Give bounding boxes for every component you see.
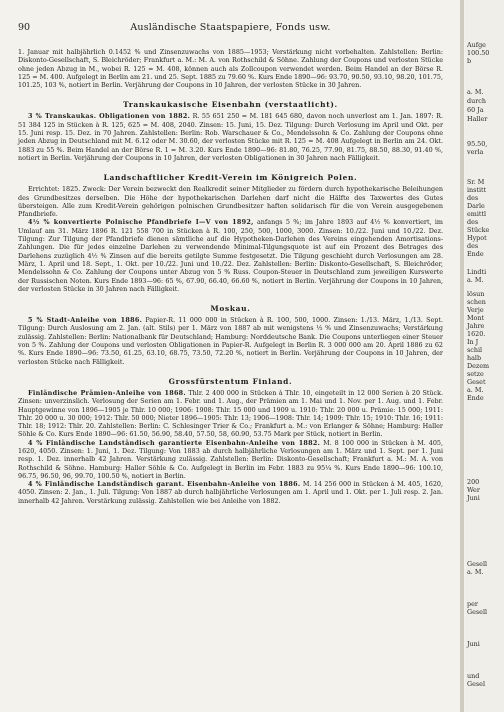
book-gutter bbox=[460, 0, 464, 712]
margin-fragment: des bbox=[467, 194, 479, 202]
bond-heading: 4 % Finländische Landständisch garantierte Eisenbahn-Anleihe von 1882. bbox=[28, 438, 321, 447]
margin-fragment: Ende bbox=[467, 394, 484, 402]
page-number: 90 bbox=[18, 22, 31, 33]
margin-fragment: institt bbox=[467, 186, 487, 194]
body-paragraph bbox=[18, 439, 443, 480]
margin-fragment: und bbox=[467, 672, 480, 680]
section-heading: Landschaftlicher Kredit-Verein im Königreich Polen. bbox=[103, 173, 358, 183]
margin-fragment: Lindti bbox=[467, 268, 487, 276]
paragraph-text: Papier-R. 11 000 000 in Stücken à R. 100, 500, 1000. Zinsen: 1./13. März, 1./13. Sept. Tilgung: Durch Auslosung am 2. Jan. (alt. Stils) per 1. März von 1887 ab mit wenigstens ⅓ % und Zinsenzuwachs; Verstärkung zulässig. Zahlstellen: Berlin: Nationalbank für Deutschland; Hamburg: Norddeutsche Bank. Die Coupons unterliegen einer Steuer von 5 %. Zahlung der Coupons und verlosten Obligationen in Papier-R. Aufgelegt in Berlin R. 3 000 000 am 20. April 1886 zu 62 %. Kurs Ende 1890—96: 73.50, 61.25, 63.10, 68.75, 73.50, 72.20 %, notiert in Berlin. Verjährung der Coupons in 10 Jahren, der verlosten Stücke nach Fälligkeit. bbox=[18, 316, 443, 366]
margin-fragment: Juni bbox=[467, 494, 480, 502]
margin-fragment: schil bbox=[467, 346, 483, 354]
paragraph-text: M. 14 256 000 in Stücken à M. 405, 1620, 4050. Zinsen: 2. Jan., 1. Juli. Tilgung: Von 1887 ab durch halbjährliche Verlosungen am 1. April und 1. Okt. per 1. Juli resp. 2. Jan. innerhalb 42 Jahren. Verstärkung zulässig. Zahlstellen wie bei Anleihe von 1882. bbox=[18, 480, 443, 505]
margin-fragment: Geset bbox=[467, 378, 486, 386]
margin-fragment: durch bbox=[467, 97, 486, 105]
margin-fragment: Ende bbox=[467, 250, 484, 258]
margin-fragment: lösun bbox=[467, 290, 485, 298]
margin-fragment: Gesell bbox=[467, 560, 488, 568]
page-body bbox=[18, 48, 443, 505]
margin-fragment: Juni bbox=[467, 640, 480, 648]
facing-page-edge bbox=[465, 0, 504, 712]
bond-heading: 4½ % konvertierte Polnische Pfandbriefe I—V von 1892, bbox=[28, 218, 254, 227]
margin-fragment: Mont bbox=[467, 314, 485, 322]
section-heading: Transkaukasische Eisenbahn (verstaatlicht). bbox=[123, 100, 338, 110]
body-paragraph bbox=[18, 112, 443, 162]
margin-fragment: Darle bbox=[467, 202, 485, 210]
margin-fragment: Aufge bbox=[467, 41, 486, 49]
margin-fragment: a. M. bbox=[467, 88, 484, 96]
margin-fragment: Sr. M bbox=[467, 178, 485, 186]
margin-fragment: 95.50, bbox=[467, 140, 488, 148]
intro-paragraph: 1. Januar mit halbjährlich 0.1452 % und Zinsenzuwachs von 1885—1953; Verstärkung nicht vorbehalten. Zahlstellen: Berlin: Diskonto-Gesellschaft, S. Bleichröder; Frankfurt a. M.: M. A. von Rothschild & Söhne. Zahlung der Coupons und verlosten Stücke ohne jeden Abzug in M., wobei R. 125 = M. 408, können auch als Zollcoupon verwendet werden. Beim Handel an der Börse R. 125 = M. 400. Aufgelegt in Berlin am 21. und 25. Sept. 1885 zu 79.60 %. Kurs Ende 1890—96: 93.70, 90.50, 93.10, 98.20, 101.75, 101.25, 103 %, notiert in Berlin. Verjährung der Coupons in 10 Jahren, der verlosten Stücke in 30 Jahren. bbox=[18, 48, 443, 90]
margin-fragment: halb bbox=[467, 354, 482, 362]
margin-fragment: Gesell bbox=[467, 608, 488, 616]
margin-fragment: des bbox=[467, 218, 479, 226]
margin-fragment: Haller bbox=[467, 115, 488, 123]
margin-fragment: emittl bbox=[467, 210, 487, 218]
bond-heading: 4 % Finländische Landständisch garant. Eisenbahn-Anleihe von 1886. bbox=[28, 480, 301, 489]
margin-fragment: Stücke bbox=[467, 226, 490, 234]
body-paragraph bbox=[18, 185, 443, 218]
body-paragraph bbox=[18, 218, 443, 293]
bond-heading: 3 % Transkaukas. Obligationen von 1882. bbox=[28, 112, 191, 121]
paragraph-text: M. 8 100 000 in Stücken à M. 405, 1620, 4050. Zinsen: 1. Juni, 1. Dez. Tilgung: Von 1883 ab durch halbjährliche Verlosungen am 1. März und 1. Sept. per 1. Juni resp. 1. Dez. innerhalb 42 Jahren. Verstärkung zulässig. Zahlstellen: Berlin: Diskonto-Gesellschaft; Frankfurt a. M.: M. A. von Rothschild & Söhne. Hamburg: Haller Söhle & Co. Aufgelegt in Berlin im Febr. 1883 zu 95¼ %. Kurs Ende 1890—96: 100.10, 96.75, 96.50, 96, 99.70, 100.50 %, notiert in Berlin. bbox=[18, 438, 443, 480]
margin-fragment: per bbox=[467, 600, 478, 608]
margin-fragment: a. M. bbox=[467, 386, 484, 394]
margin-fragment: b bbox=[467, 57, 472, 65]
margin-fragment: Dezem bbox=[467, 362, 490, 370]
margin-fragment: Verje bbox=[467, 306, 484, 314]
margin-fragment: In J bbox=[467, 338, 479, 346]
paragraph-text: Thlr. 2 400 000 in Stücken à Thlr. 10, eingeteilt in 12 000 Serien à 20 Stück. Zinsen: unverzinslich. Verlosung der Serien am 1. Febr. und 1. Aug., der Prämien am 1. Mai und 1. Nov. per 1. Aug. und 1. Febr. Hauptgewinne von 1896—1905 je Thlr. 10 000; 1906: 1908: Thlr. 15 000 und 1909 u. 1910: Thlr. 20 000 u. Prämie: 15 000; 1911: Thlr. 20 000 u. 30 000; 1912: Thlr. 50 000; Nieter 1896—1905: Thlr. 13; 1906—1908: Thlr. 14; 1909: Thlr. 15; 1910: Thlr. 16; 1911: Thlr. 18; 1912: Thlr. 20. Zahlstellen: Berlin: C. Schlesinger Trier & Co.; Frankfurt a. M.: von Erlanger & Söhne; Hamburg: Haller Söhle & Co. Kurs Ende 1890—96: 61.50, 56.90, 58.40, 57.50, 58, 60.90, 53.75 Mark per Stück, notiert in Berlin. bbox=[18, 388, 443, 439]
section-heading: Moskau. bbox=[210, 304, 251, 314]
margin-fragment: Jahre bbox=[467, 322, 485, 330]
body-paragraph bbox=[18, 389, 443, 439]
margin-fragment: setze bbox=[467, 370, 484, 378]
margin-fragment: des bbox=[467, 242, 479, 250]
paragraph-text: Errichtet: 1825. Zweck: Der Verein bezweckt den Realkredit seiner Mitglieder zu fördern durch hypothekarische Beleihungen des Grundbesitzes derselben. Die Höhe der hypothekarischen Darlehen darf nicht die Hälfte des Taxwertes des Gutes übersteigen. Alle zum Kredit-Verein gehörigen polnischen Grundbesitzer haften solidarisch für die von Verein ausgegebenen Pfandbriefe. bbox=[18, 185, 443, 219]
margin-fragment: 100.50 bbox=[467, 49, 490, 57]
body-paragraph bbox=[18, 480, 443, 505]
margin-fragment: 1620. bbox=[467, 330, 486, 338]
paragraph-text: R. 55 651 250 = M. 181 645 680, davon noch unverlost am 1. Jan. 1897: R. 51 384 125 in Stücken à R. 125, 625 = M. 408, 2040. Zinsen: 15. Juni, 15. Dez. Tilgung: Durch Verlosung im April und Okt. per 15. Juni resp. 15. Dez. in 70 Jahren. Zahlstellen: Berlin: Rob. Warschauer & Co., Mendelssohn & Co. Zahlung der Coupons ohne jeden Abzug in Deutschland mit M. 6.12 oder M. 30.60, der verlosten Stücke mit R. 125 = M. 408 Aufgelegt in Berlin am 24. Okt. 1883 zu 55 %. Beim Handel an der Börse R. 1 = M. 3.20. Kurs Ende 1890—96: 81.80, 76.25, 77.90, 81.75, 88.50, 88.30, 91.40 %, notiert in Berlin. Verjährung der Coupons in 10 Jahren, der verlosten Obligationen in 30 Jahren nach Fälligkeit. bbox=[18, 112, 443, 162]
margin-fragment: a. M. bbox=[467, 568, 484, 576]
section-heading: Grossfürstentum Finland. bbox=[168, 376, 293, 386]
margin-fragment: verla bbox=[467, 148, 484, 156]
margin-fragment: schen bbox=[467, 298, 486, 306]
bond-heading: Finländische Prämien-Anleihe von 1868. bbox=[28, 388, 186, 397]
page-header bbox=[18, 22, 443, 36]
margin-fragment: Wer bbox=[467, 486, 480, 494]
margin-fragment: Hypot bbox=[467, 234, 487, 242]
bond-heading: 5 % Stadt-Anleihe von 1886. bbox=[28, 316, 143, 325]
margin-fragment: Gesel bbox=[467, 680, 485, 688]
running-title: Ausländische Staatspapiere, Fonds usw. bbox=[130, 22, 331, 33]
margin-fragment: 200 bbox=[467, 478, 480, 486]
paragraph-text: anfangs 5 %; im Jahre 1893 auf 4½ % konvertiert, im Umlauf am 31. März 1896 R. 121 558 700 in Stücken à R. 100, 250, 500, 1000, 3000. Zinsen: 10./22. Juni und 10./22. Dez. Tilgung: Zur Tilgung der Pfandbriefe dienen sämtliche auf die Hypotheken-Darlehen des Vereins eingehenden Amortisations-Zahlungen. Die für jedes einzelne Darlehen zu verwendende Minimal-Tilgungsquote ist auf ein Prozent des Betrages des Darlehens zuzüglich 4½ % Zinsen auf die bereits getilgte Summe festgesetzt. Die Tilgung geschieht durch Verlosungen am 28. März, 1. April und 18. Sept., 1. Okt. per 10./22. Juni und 10./22. Dez. Zahlstellen: Berlin: Diskonto-Gesellschaft, S. Bleichröder, Mendelssohn & Co. Zahlung der Coupons unter Abzug von 5 % Russ. Coupon-Steuer in Deutschland zum jeweiligen Kurswerte der Russischen Noten. Kurs Ende 1893—96: 65 %, 67.90, 66.40, 66.60 %, notiert in Berlin. Verjährung der Coupons in 10 Jahren, der verlosten Stücke in 30 Jahren nach Fälligkeit. bbox=[18, 218, 443, 293]
margin-fragment: a. M. bbox=[467, 276, 484, 284]
margin-fragment: 60 Ja bbox=[467, 106, 484, 114]
body-paragraph bbox=[18, 316, 443, 366]
